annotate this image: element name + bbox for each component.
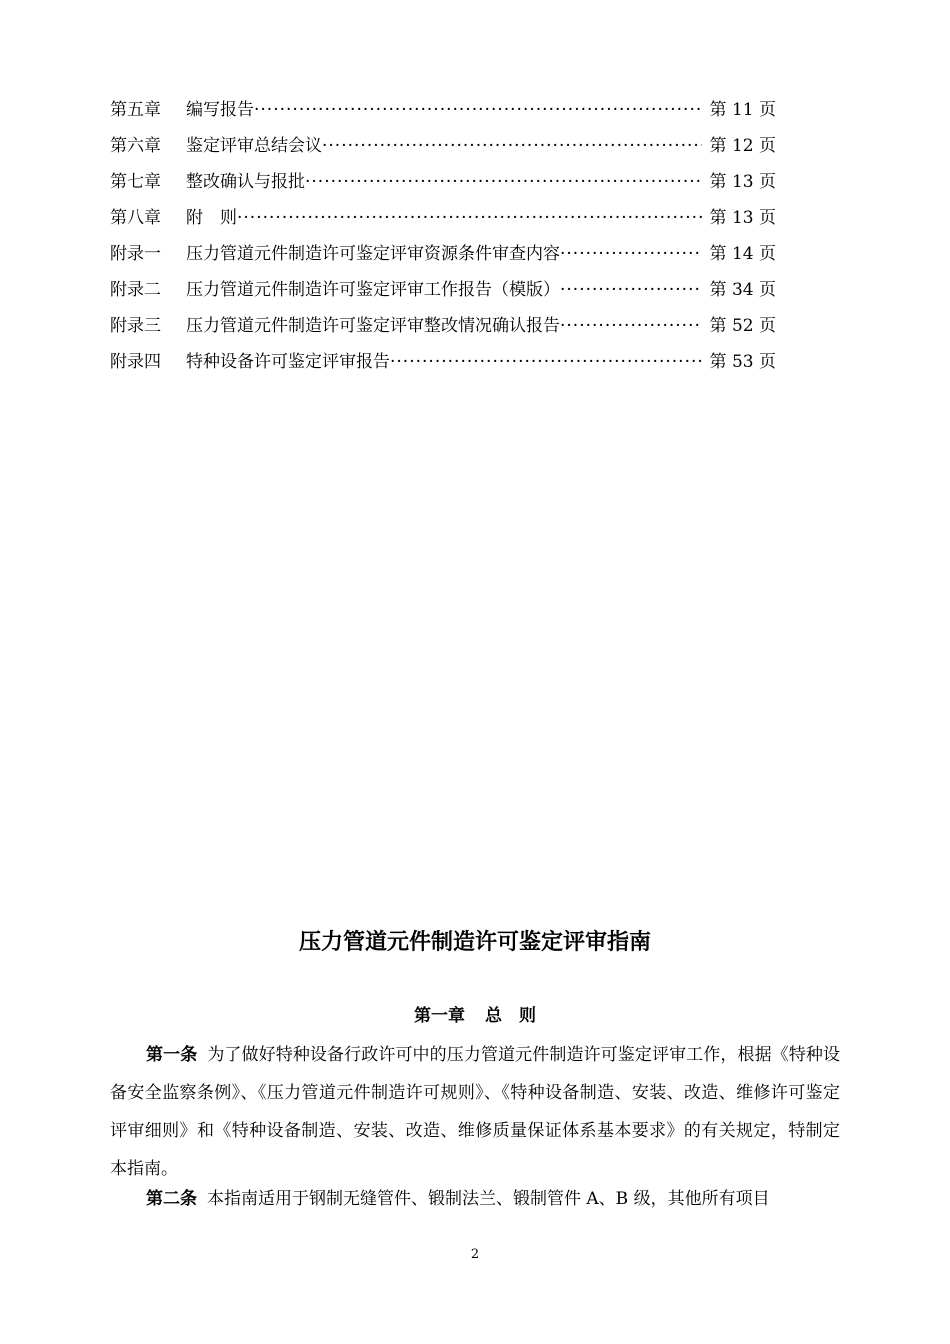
table-of-contents — [110, 96, 776, 384]
toc-leader-dots — [560, 312, 702, 340]
toc-entry-label: 第八章 — [110, 208, 161, 228]
toc-entry-title: 鉴定评审总结会议 — [186, 136, 322, 156]
toc-entry-title: 附 则 — [186, 208, 237, 228]
toc-entry-label: 第五章 — [110, 100, 161, 120]
toc-entry-page: 第 13 页 — [709, 208, 776, 228]
article-paragraph — [110, 1180, 840, 1218]
toc-entry-label: 附录四 — [110, 352, 161, 372]
toc-entry-title: 压力管道元件制造许可鉴定评审整改情况确认报告 — [186, 316, 560, 336]
toc-entry[interactable] — [110, 204, 776, 240]
toc-leader-dots — [560, 240, 702, 268]
toc-entry-page: 第 14 页 — [709, 244, 776, 264]
toc-entry-title: 编写报告 — [186, 100, 254, 120]
toc-entry-label: 第七章 — [110, 172, 161, 192]
article-text: 为了做好特种设备行政许可中的压力管道元件制造许可鉴定评审工作，根据《特种设备安全监察条例》、《压力管道元件制造许可规则》、《特种设备制造、安装、改造、维修许可鉴定评审细则》和《特种设备制造、安装、改造、维修质量保证体系基本要求》的有关规定，特制定本指南。 — [110, 1045, 841, 1179]
chapter-name: 总 则 — [485, 1006, 536, 1026]
article-paragraph — [110, 1036, 840, 1188]
toc-leader-dots — [305, 168, 702, 196]
toc-entry-page: 第 52 页 — [709, 316, 776, 336]
toc-entry-label: 第六章 — [110, 136, 161, 156]
toc-leader-dots — [560, 276, 702, 304]
article-label: 第一条 — [146, 1045, 198, 1065]
toc-entry-page: 第 53 页 — [709, 352, 776, 372]
toc-entry-page: 第 11 页 — [709, 100, 776, 120]
toc-leader-dots — [237, 204, 702, 232]
chapter-heading — [0, 1001, 950, 1026]
document-title: 压力管道元件制造许可鉴定评审指南 — [298, 930, 651, 955]
toc-leader-dots — [322, 132, 702, 160]
toc-entry[interactable] — [110, 240, 776, 276]
toc-entry[interactable] — [110, 312, 776, 348]
toc-entry-label: 附录三 — [110, 316, 161, 336]
chapter-label: 第一章 — [414, 1006, 465, 1026]
toc-entry-title: 整改确认与报批 — [186, 172, 305, 192]
toc-entry-label: 附录二 — [110, 280, 161, 300]
toc-entry-page: 第 12 页 — [709, 136, 776, 156]
article-text: 本指南适用于钢制无缝管件、锻制法兰、锻制管件 A、B 级，其他所有项目 — [207, 1189, 770, 1209]
toc-entry-label: 附录一 — [110, 244, 161, 264]
toc-entry[interactable] — [110, 168, 776, 204]
toc-entry-title: 压力管道元件制造许可鉴定评审工作报告（模版） — [186, 280, 560, 300]
toc-entry-page: 第 34 页 — [709, 280, 776, 300]
article-label: 第二条 — [146, 1189, 197, 1209]
toc-entry-title: 特种设备许可鉴定评审报告 — [186, 352, 390, 372]
toc-entry[interactable] — [110, 96, 776, 132]
page-number: 2 — [470, 1247, 480, 1262]
toc-entry[interactable] — [110, 132, 776, 168]
toc-entry-page: 第 13 页 — [709, 172, 776, 192]
toc-entry-title: 压力管道元件制造许可鉴定评审资源条件审查内容 — [186, 244, 560, 264]
toc-entry[interactable] — [110, 348, 776, 384]
toc-leader-dots — [390, 348, 702, 376]
toc-entry[interactable] — [110, 276, 776, 312]
toc-leader-dots — [254, 96, 702, 124]
